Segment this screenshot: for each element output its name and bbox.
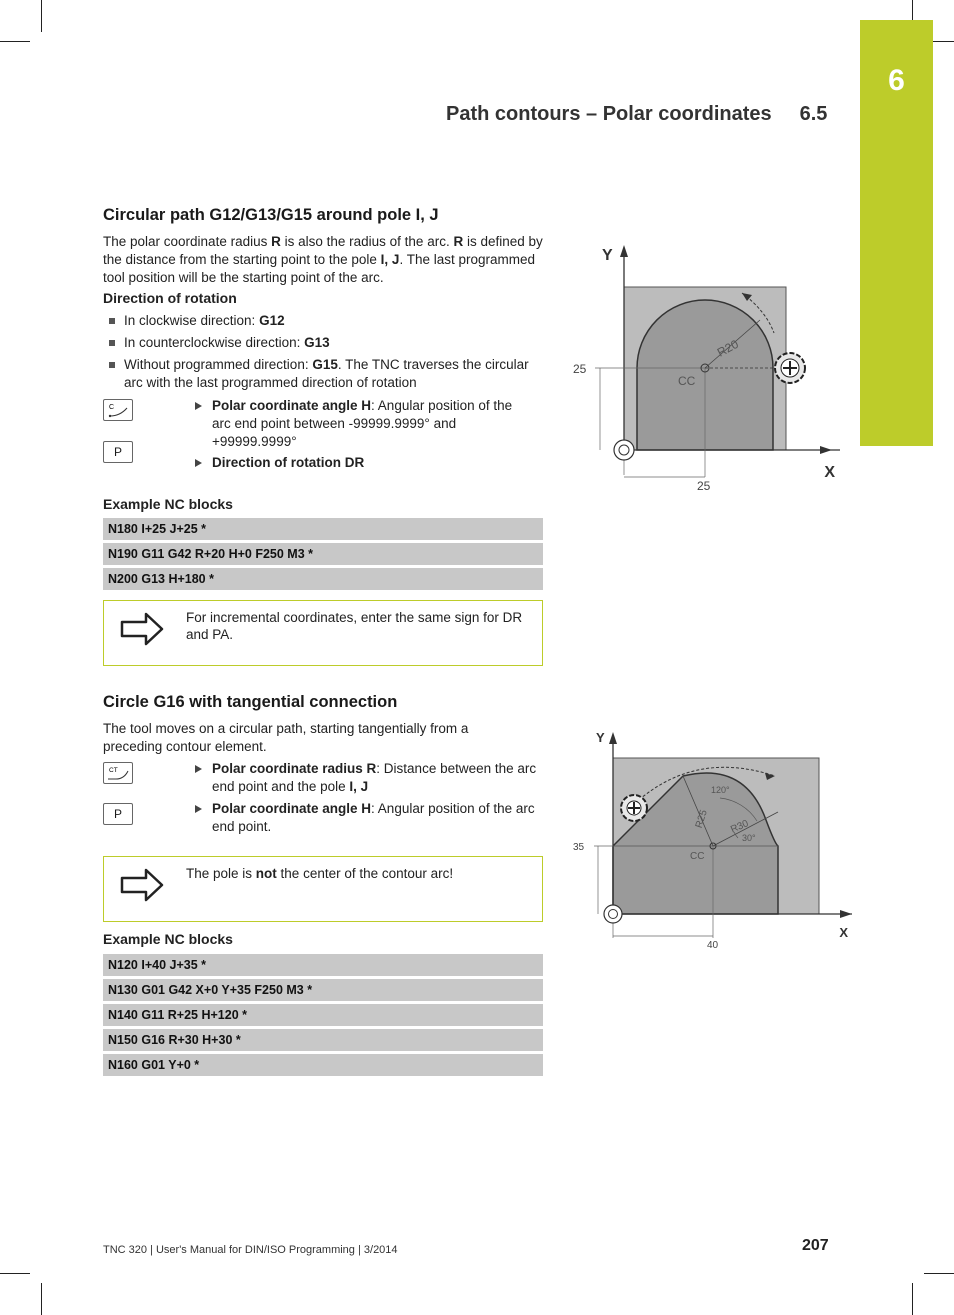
header-section: 6.5 — [799, 103, 828, 125]
table-row: N180 I+25 J+25 * — [103, 518, 543, 540]
crop-mark — [0, 41, 30, 42]
svg-text:R25: R25 — [693, 808, 710, 830]
list-item: In clockwise direction: G12 — [103, 312, 543, 330]
list-item: Polar coordinate angle H: Angular position of the arc end point between -99999.9999° and +99999.9999° — [192, 397, 527, 451]
svg-text:40: 40 — [707, 940, 719, 951]
circle-c-key-icon — [103, 399, 133, 421]
list-item: Polar coordinate radius R: Distance between the arc end point and the pole I, J — [192, 760, 537, 796]
svg-text:R30: R30 — [729, 818, 751, 836]
table-row: N140 G11 R+25 H+120 * — [103, 1004, 543, 1026]
direction-label: Direction of rotation — [103, 290, 237, 306]
svg-text:25: 25 — [573, 362, 587, 376]
section2-softkeys — [192, 760, 537, 836]
note-text: The pole is not the center of the contour arc! — [186, 866, 454, 881]
svg-text:25: 25 — [697, 479, 711, 493]
crop-mark — [41, 0, 42, 32]
svg-text:CC: CC — [678, 374, 696, 388]
list-item: Direction of rotation DR — [192, 454, 527, 472]
section1-paragraph: The polar coordinate radius R is also the radius of the arc. R is defined by the distance from the starting point to the pole I, J. The last programmed tool position will be the starting point of the arc. — [103, 234, 543, 285]
chapter-number: 6 — [888, 64, 905, 97]
table-row: N190 G11 G42 R+20 H+0 F250 M3 * — [103, 543, 543, 565]
section1-heading: Circular path G12/G13/G15 around pole I, J — [103, 206, 439, 224]
p-key-icon: P — [103, 803, 133, 825]
svg-text:CC: CC — [690, 851, 705, 862]
direction-list — [103, 312, 543, 396]
crop-mark — [41, 1283, 42, 1315]
diagram-circular-path — [570, 235, 835, 495]
nc-table — [103, 951, 543, 1079]
table-row: N130 G01 G42 X+0 Y+35 F250 M3 * — [103, 979, 543, 1001]
section2-paragraph: The tool moves on a circular path, starting tangentially from a preceding contour element. — [103, 721, 469, 754]
section2-heading: Circle G16 with tangential connection — [103, 693, 398, 711]
note-text: For incremental coordinates, enter the same sign for DR and PA. — [186, 610, 523, 642]
page-number: 207 — [802, 1237, 829, 1254]
example-label: Example NC blocks — [103, 931, 233, 947]
svg-text:C: C — [109, 404, 115, 411]
p-key-icon: P — [103, 441, 133, 463]
table-row: N120 I+40 J+35 * — [103, 954, 543, 976]
arrow-right-icon — [118, 867, 166, 903]
circle-ct-key-icon — [103, 762, 133, 784]
footer-text: TNC 320 | User's Manual for DIN/ISO Programming | 3/2014 — [103, 1244, 398, 1256]
svg-text:CT: CT — [109, 767, 118, 774]
chapter-tab — [860, 20, 933, 446]
svg-text:R20: R20 — [714, 336, 741, 360]
note-box — [103, 600, 543, 666]
arrow-right-icon — [118, 611, 166, 647]
header-title: Path contours – Polar coordinates — [446, 103, 772, 125]
crop-mark — [912, 1283, 913, 1315]
svg-text:X: X — [824, 464, 835, 481]
svg-text:35: 35 — [573, 842, 585, 853]
diagram-tangential-circle — [570, 726, 855, 956]
list-item: Without programmed direction: G15. The TNC traverses the circular arc with the last programmed direction of rotation — [103, 356, 543, 392]
section1-softkeys — [192, 397, 527, 472]
page-header — [446, 103, 827, 126]
svg-text:X: X — [839, 925, 848, 940]
table-row: N200 G13 H+180 * — [103, 568, 543, 590]
svg-text:Y: Y — [602, 247, 613, 264]
svg-text:30°: 30° — [742, 833, 756, 843]
svg-text:120°: 120° — [711, 785, 730, 795]
list-item: In counterclockwise direction: G13 — [103, 334, 543, 352]
nc-table — [103, 515, 543, 593]
table-row: N160 G01 Y+0 * — [103, 1054, 543, 1076]
example-label: Example NC blocks — [103, 496, 233, 512]
table-row: N150 G16 R+30 H+30 * — [103, 1029, 543, 1051]
crop-mark — [0, 1273, 30, 1274]
note-box — [103, 856, 543, 922]
crop-mark — [924, 1273, 954, 1274]
list-item: Polar coordinate angle H: Angular position of the arc end point. — [192, 800, 537, 836]
svg-text:Y: Y — [596, 730, 605, 745]
